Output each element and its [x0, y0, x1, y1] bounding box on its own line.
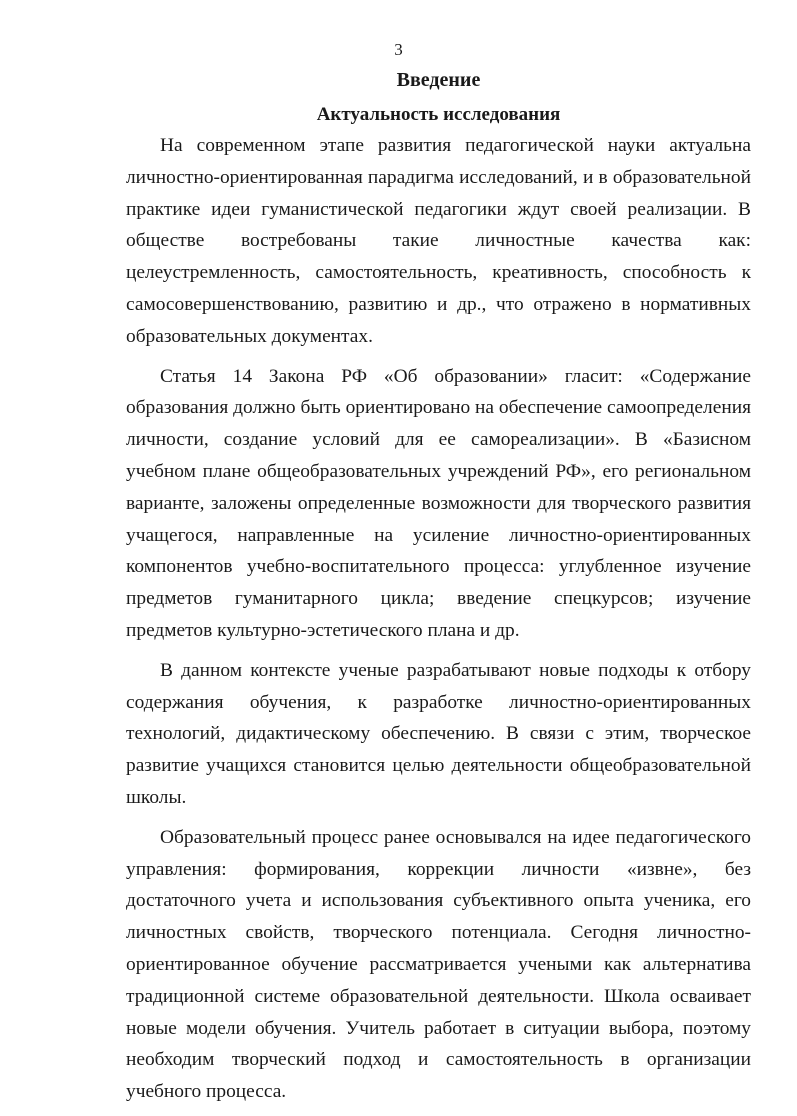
document-body — [126, 130, 751, 1116]
paragraph-context: В данном контексте ученые разрабатывают новые подходы к отбору содержания обучения, к разработке личностно-ориентированных технологий, дидактическому обеспечению. В связи с этим, творческое развитие учащихся становится целью деятельности общеобразовательной школы. — [126, 659, 751, 808]
page-title: Введение — [396, 69, 481, 91]
page-number: 3 — [394, 40, 403, 59]
paragraph-law-article: Статья 14 Закона РФ «Об образовании» гласит: «Содержание образования должно быть ориентировано на обеспечение самоопределения личности, создание условий для ее самореализации». В «Базисном учебном плане общеобразовательных учреждений РФ», его региональном варианте, заложены определенные возможности для творческого развития учащегося, направленные на усиление личностно-ориентированных компонентов учебно-воспитательного процесса: углубленное изучение предметов гуманитарного цикла; введение спецкурсов; изучение предметов культурно-эстетического плана и др. — [126, 365, 751, 641]
paragraph-relevance: На современном этапе развития педагогической науки актуальна личностно-ориентированная парадигма исследований, и в образовательной практике идеи гуманистической педагогики ждут своей реализации. В обществе востребованы такие личностные качества как: целеустремленность, самостоятельность, креативность, способность к самосовершенствованию, развитию и др., что отражено в нормативных образовательных документах. — [126, 135, 751, 347]
section-subtitle: Актуальность исследования — [316, 104, 561, 125]
paragraph-educational-process: Образовательный процесс ранее основывался на идее педагогического управления: формирования, коррекции личности «извне», без достаточного учета и использования субъективного опыта ученика, его личностных свойств, творческого потенциала. Сегодня личностно-ориентированное обучение рассматривается учеными как альтернатива традиционной системе образовательной деятельности. Школа осваивает новые модели обучения. Учитель работает в ситуации выбора, поэтому необходим творческий подход и самостоятельность в организации учебного процесса. — [126, 826, 751, 1103]
